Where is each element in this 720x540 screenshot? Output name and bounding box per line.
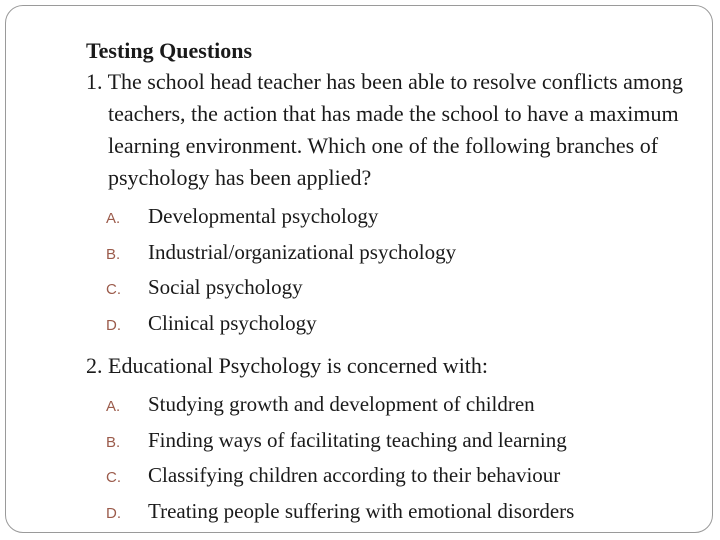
option-d <box>106 495 686 531</box>
option-a <box>106 388 686 424</box>
option-d <box>106 307 686 343</box>
slide-frame <box>5 5 713 533</box>
option-letter: B. <box>106 433 121 451</box>
option-c <box>106 271 686 307</box>
question-1: 1. The school head teacher has been able to resolve conflicts among teachers, the action that has made the school to have a maximum learning environment. Which one of the following branches of psychology has been applied? <box>86 69 684 190</box>
option-c <box>106 459 686 495</box>
option-text: Treating people suffering with emotional disorders <box>148 498 575 523</box>
option-letter: D. <box>106 316 121 334</box>
option-b <box>106 236 686 272</box>
option-text: Classifying children according to their behaviour <box>148 463 561 487</box>
option-text: Studying growth and development of children <box>148 392 535 416</box>
option-letter: A. <box>106 210 121 227</box>
option-text: Industrial/organizational psychology <box>148 239 457 264</box>
option-b <box>106 424 686 460</box>
question-2-options <box>106 388 686 530</box>
option-letter: B. <box>106 245 121 263</box>
option-text: Developmental psychology <box>148 204 379 228</box>
slide-title: Testing Questions <box>86 38 253 63</box>
option-text: Social psychology <box>148 275 303 299</box>
option-text: Clinical psychology <box>148 310 317 335</box>
option-letter: C. <box>106 469 121 486</box>
question-1-options <box>106 200 686 342</box>
option-letter: D. <box>106 504 121 522</box>
slide-content <box>86 36 686 530</box>
option-letter: A. <box>106 398 121 415</box>
option-text: Finding ways of facilitating teaching and learning <box>148 427 567 452</box>
question-2: 2. Educational Psychology is concerned with: <box>86 353 489 378</box>
option-letter: C. <box>106 281 121 298</box>
option-a <box>106 200 686 236</box>
